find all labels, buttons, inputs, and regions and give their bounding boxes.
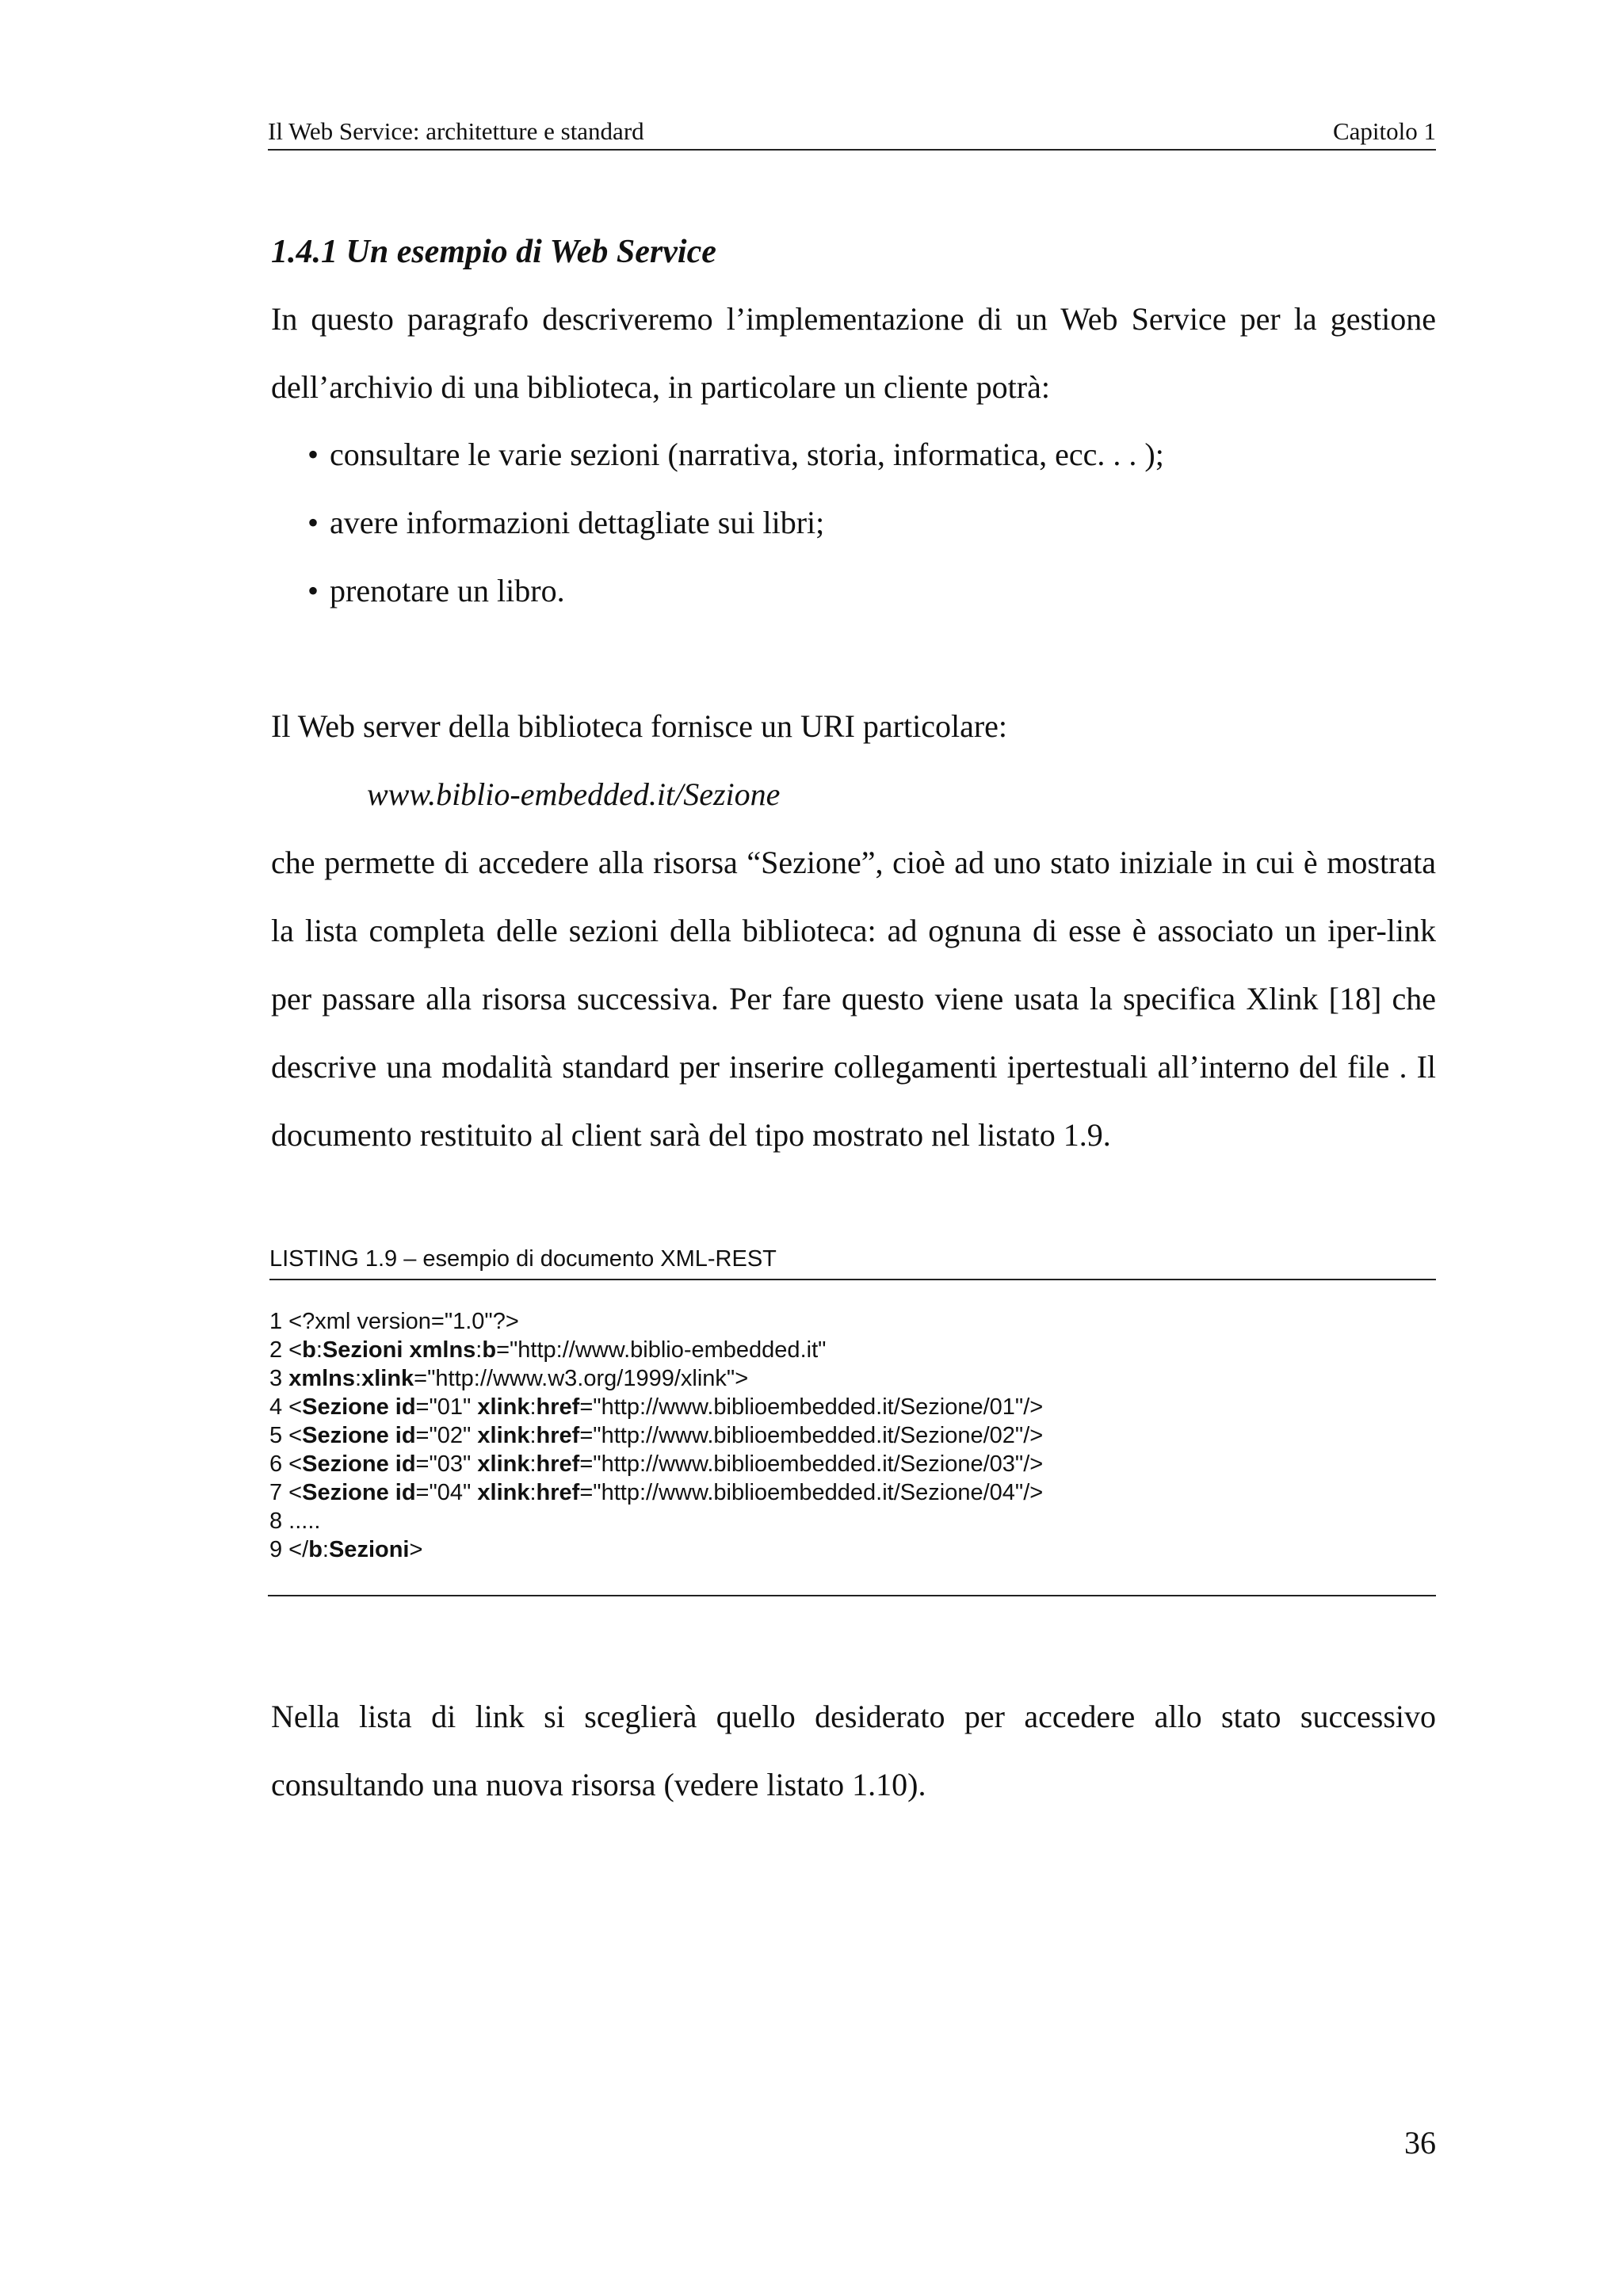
feature-list xyxy=(307,421,1164,625)
code-text: : xyxy=(315,1337,323,1363)
code-line xyxy=(269,1507,1436,1535)
code-keyword: Sezione id xyxy=(302,1423,416,1448)
code-line xyxy=(269,1478,1436,1507)
code-keyword: Sezioni xyxy=(328,1537,410,1562)
code-text: ="http://www.biblioembedded.it/Sezione/01"/> xyxy=(579,1394,1044,1420)
code-text: ="http://www.biblioembedded.it/Sezione/04"/> xyxy=(579,1480,1044,1505)
code-text: 6 < xyxy=(269,1451,303,1477)
code-text: 4 < xyxy=(269,1394,303,1420)
code-keyword: xlink xyxy=(477,1423,530,1448)
code-keyword: b xyxy=(302,1337,316,1363)
code-text: ="http://www.biblio-embedded.it" xyxy=(496,1337,827,1363)
code-line xyxy=(269,1336,1436,1364)
code-keyword: b xyxy=(308,1537,323,1562)
code-keyword: href xyxy=(536,1480,580,1505)
body-paragraph: che permette di accedere alla risorsa “Sezione”, cioè ad uno stato iniziale in cui è mostrata la lista completa delle sezioni della biblioteca: ad ognuna di esse è associato un iper-link per passare alla risorsa successiva. Per fare questo viene usata la specifica Xlink [18] che descrive una modalità standard per inserire collegamenti ipertestuali all’interno del file . Il documento restituito al client sarà del tipo mostrato nel listato 1.9. xyxy=(271,845,1436,1153)
code-keyword: href xyxy=(536,1451,580,1477)
code-text: : xyxy=(529,1423,537,1448)
code-text: ="http://www.biblioembedded.it/Sezione/02"/> xyxy=(579,1423,1044,1448)
code-line xyxy=(269,1393,1436,1421)
code-keyword: href xyxy=(536,1423,580,1448)
page-header xyxy=(268,116,1436,151)
intro-paragraph: In questo paragrafo descriveremo l’implementazione di un Web Service per la gestione dell’archivio di una biblioteca, in particolare un cliente potrà: xyxy=(271,301,1436,405)
code-text: : xyxy=(322,1537,329,1562)
list-item: • prenotare un libro. xyxy=(307,557,1164,625)
code-keyword: xlink xyxy=(361,1366,414,1391)
code-keyword: href xyxy=(536,1394,580,1420)
code-line xyxy=(269,1450,1436,1478)
code-text: 9 </ xyxy=(269,1537,309,1562)
listing-caption: LISTING 1.9 – esempio di documento XML-REST xyxy=(269,1244,1436,1280)
code-text: ="02" xyxy=(415,1423,478,1448)
code-text: ="04" xyxy=(415,1480,478,1505)
code-line xyxy=(269,1307,1436,1336)
page-number: 36 xyxy=(1404,2125,1436,2161)
code-text: 5 < xyxy=(269,1423,303,1448)
code-keyword: Sezione id xyxy=(302,1480,416,1505)
code-text: ="http://www.biblioembedded.it/Sezione/03"/> xyxy=(579,1451,1044,1477)
code-text: 8 ..... xyxy=(269,1508,321,1534)
code-line xyxy=(269,1535,1436,1564)
closing-paragraph: Nella lista di link si sceglierà quello desiderato per accedere allo stato successivo consultando una nuova risorsa (vedere listato 1.10). xyxy=(271,1699,1436,1802)
code-text: ="http://www.w3.org/1999/xlink"> xyxy=(414,1366,749,1391)
code-text: : xyxy=(529,1394,537,1420)
code-keyword: Sezione id xyxy=(302,1394,416,1420)
uri-example: www.biblio-embedded.it/Sezione xyxy=(367,776,781,812)
code-text: > xyxy=(409,1537,423,1562)
code-text: 2 < xyxy=(269,1337,303,1363)
code-text: ="01" xyxy=(415,1394,478,1420)
code-keyword: xlink xyxy=(477,1394,530,1420)
listing-bottom-rule xyxy=(268,1595,1436,1596)
list-item: • consultare le varie sezioni (narrativa, storia, informatica, ecc. . . ); xyxy=(307,421,1164,489)
code-keyword: xlink xyxy=(477,1451,530,1477)
code-text: 1 <?xml version="1.0"?> xyxy=(269,1309,519,1334)
list-item: • avere informazioni dettagliate sui libri; xyxy=(307,489,1164,557)
running-title: Il Web Service: architetture e standard xyxy=(268,117,644,145)
code-text: : xyxy=(529,1480,537,1505)
code-keyword: Sezione id xyxy=(302,1451,416,1477)
code-keyword: Sezioni xmlns xyxy=(322,1337,476,1363)
code-text: : xyxy=(475,1337,483,1363)
section-heading: 1.4.1 Un esempio di Web Service xyxy=(271,234,716,270)
code-text: 3 xyxy=(269,1366,289,1391)
code-listing xyxy=(269,1307,1436,1564)
chapter-label: Capitolo 1 xyxy=(1332,117,1436,145)
code-text: ="03" xyxy=(415,1451,478,1477)
code-text: : xyxy=(529,1451,537,1477)
code-line xyxy=(269,1364,1436,1393)
code-text: 7 < xyxy=(269,1480,303,1505)
uri-intro-paragraph: Il Web server della biblioteca fornisce un URI particolare: xyxy=(271,708,1008,744)
code-line xyxy=(269,1421,1436,1450)
code-keyword: xlink xyxy=(477,1480,530,1505)
code-text: : xyxy=(355,1366,362,1391)
code-keyword: xmlns xyxy=(288,1366,356,1391)
code-keyword: b xyxy=(482,1337,497,1363)
